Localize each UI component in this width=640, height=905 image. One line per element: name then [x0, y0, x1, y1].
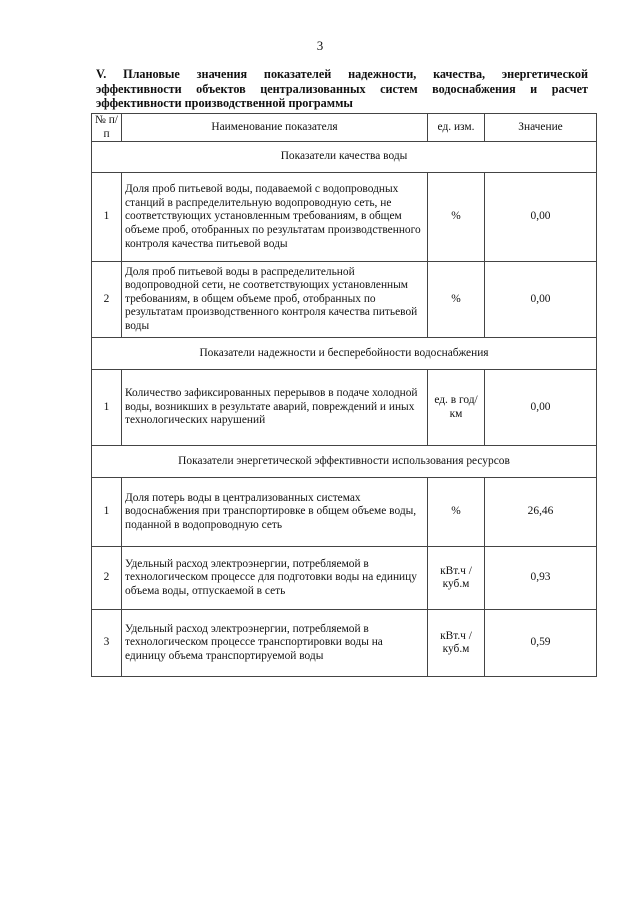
header-name: Наименование показателя: [122, 114, 428, 142]
row-value: 0,59: [485, 610, 597, 677]
indicators-table: [91, 113, 597, 677]
row-unit: %: [428, 262, 485, 338]
row-name: Доля проб питьевой воды, подаваемой с водопроводных станций в распределительную водопроводную сеть, не соответствующих установленным требованиям, в общем объеме проб, отобранных по результатам производственного контроля качества питьевой воды: [122, 173, 428, 262]
row-name: Удельный расход электроэнергии, потребляемой в технологическом процессе для подготовки воды на единицу объема воды, отпускаемой в сеть: [122, 547, 428, 610]
row-name: Количество зафиксированных перерывов в подаче холодной воды, возникших в результате аварий, повреждений и иных технологических нарушений: [122, 370, 428, 446]
row-unit: %: [428, 478, 485, 547]
row-unit: кВт.ч / куб.м: [428, 610, 485, 677]
page-number: 3: [316, 38, 324, 53]
row-value: 26,46: [485, 478, 597, 547]
row-unit: кВт.ч / куб.м: [428, 547, 485, 610]
row-name: Доля потерь воды в централизованных системах водоснабжения при транспортировке в общем объеме воды, поданной в водопроводную сеть: [122, 478, 428, 547]
group-title: Показатели энергетической эффективности использования ресурсов: [92, 446, 597, 478]
row-num: 2: [92, 262, 122, 338]
header-unit: ед. изм.: [428, 114, 485, 142]
row-num: 1: [92, 173, 122, 262]
table-row: [92, 370, 597, 446]
row-unit: %: [428, 173, 485, 262]
row-num: 1: [92, 370, 122, 446]
row-unit: ед. в год/ км: [428, 370, 485, 446]
row-name: Удельный расход электроэнергии, потребляемой в технологическом процессе транспортировки воды на единицу объема транспортируемой воды: [122, 610, 428, 677]
table-row: [92, 173, 597, 262]
row-name: Доля проб питьевой воды в распределительной водопроводной сети, не соответствующих установленным требованиям, в общем объеме проб, отобранных по результатам производственного контроля качества питьевой воды: [122, 262, 428, 338]
row-value: 0,93: [485, 547, 597, 610]
row-num: 2: [92, 547, 122, 610]
group-row-energy: [92, 446, 597, 478]
group-title: Показатели качества воды: [92, 142, 597, 173]
section-title: V. Плановые значения показателей надежности, качества, энергетической эффективности объектов централизованных систем водоснабжения и расчет эффективности производственной программы: [96, 67, 588, 110]
group-row-quality: [92, 142, 597, 173]
row-value: 0,00: [485, 173, 597, 262]
row-value: 0,00: [485, 262, 597, 338]
row-num: 1: [92, 478, 122, 547]
table-row: [92, 262, 597, 338]
row-value: 0,00: [485, 370, 597, 446]
row-num: 3: [92, 610, 122, 677]
table-row: [92, 610, 597, 677]
table-row: [92, 547, 597, 610]
group-row-reliability: [92, 338, 597, 370]
group-title: Показатели надежности и бесперебойности водоснабжения: [92, 338, 597, 370]
header-value: Значение: [485, 114, 597, 142]
table-header-row: [92, 114, 597, 142]
header-num: № п/п: [92, 114, 122, 142]
table-row: [92, 478, 597, 547]
